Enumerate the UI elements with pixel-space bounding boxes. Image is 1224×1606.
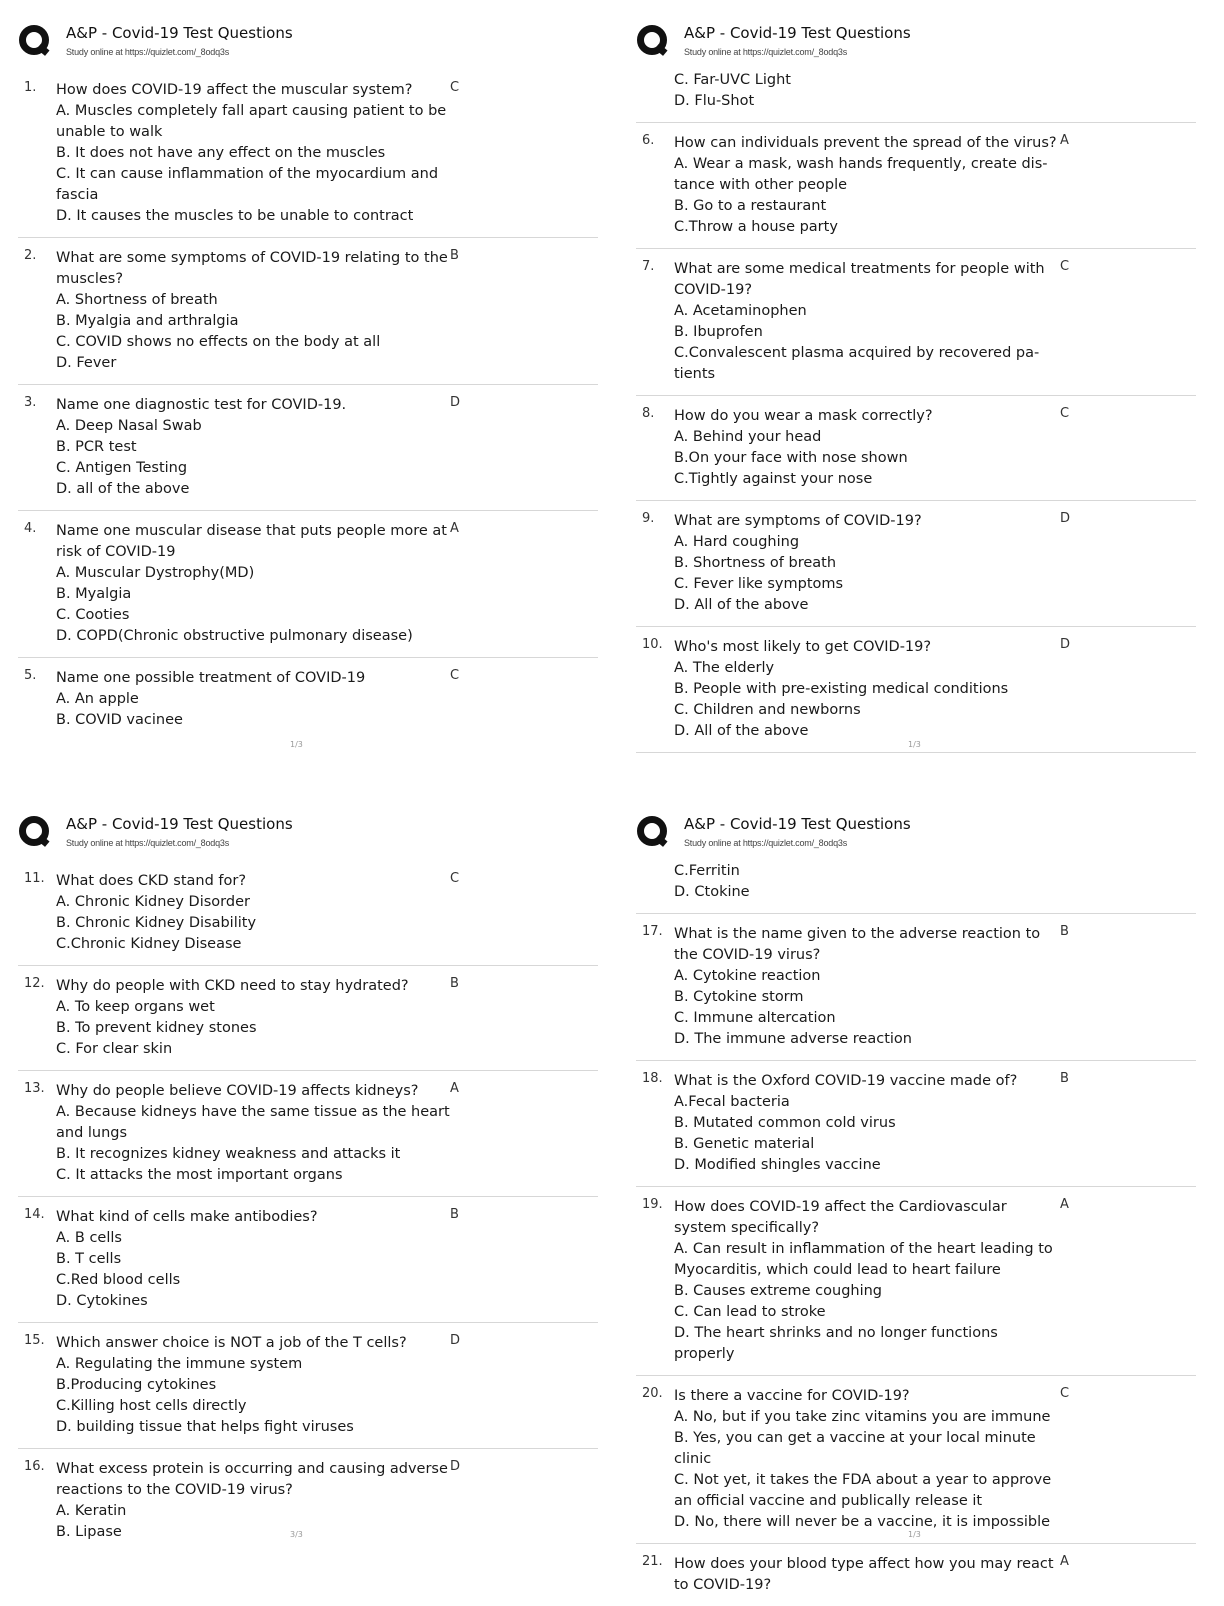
- page-3: [18, 811, 598, 1553]
- answer-option: C.Convalescent plasma acquired by recovered pa-tients: [674, 345, 1040, 382]
- answer-option: D. building tissue that helps fight viruses: [56, 1419, 354, 1435]
- answer-option: C. COVID shows no effects on the body at all: [56, 334, 381, 350]
- question-number: 13.: [24, 1081, 45, 1096]
- answer-option: A. An apple: [56, 691, 139, 707]
- answer-option: B. Shortness of breath: [674, 555, 837, 571]
- answer-option: B. Chronic Kidney Disability: [56, 915, 257, 931]
- answer-option: C. Cooties: [56, 607, 130, 623]
- question-text: What kind of cells make antibodies?: [56, 1209, 318, 1225]
- page-header: [18, 20, 598, 70]
- answer-key: C: [450, 80, 460, 95]
- answer-key: A: [1060, 1554, 1069, 1569]
- answer-option: D. It causes the muscles to be unable to contract: [56, 208, 414, 224]
- answer-option: D. No, there will never be a vaccine, it is impossible: [674, 1514, 1051, 1530]
- answer-option: D. all of the above: [56, 481, 190, 497]
- question-item: [18, 70, 598, 238]
- question-number: 18.: [642, 1071, 663, 1086]
- answer-option: A.Fecal bacteria: [674, 1094, 790, 1110]
- answer-option: D. Fever: [56, 355, 117, 371]
- answer-option: D. All of the above: [674, 723, 809, 739]
- answer-key: C: [1060, 1386, 1070, 1401]
- answer-option: C. It can cause inflammation of the myocardium and fascia: [56, 166, 439, 203]
- question-number: 12.: [24, 976, 45, 991]
- question-number: 6.: [642, 133, 655, 148]
- answer-option: A. To keep organs wet: [56, 999, 215, 1015]
- page-4-footer: 1/3: [908, 1530, 921, 1539]
- answer-option: A. Because kidneys have the same tissue as the heart and lungs: [56, 1104, 450, 1141]
- answer-option: B. Causes extreme coughing: [674, 1283, 883, 1299]
- answer-key: C: [1060, 406, 1070, 421]
- question-text: Why do people believe COVID-19 affects kidneys?: [56, 1083, 419, 1099]
- question-item: [18, 511, 598, 658]
- answer-option: B.Producing cytokines: [56, 1377, 217, 1393]
- question-text: What excess protein is occurring and causing adverse reactions to the COVID-19 virus?: [56, 1461, 448, 1498]
- answer-option: B. People with pre-existing medical conditions: [674, 681, 1009, 697]
- answer-option: A. Hard coughing: [674, 534, 800, 550]
- question-number: 1.: [24, 80, 37, 95]
- document-title: A&P - Covid-19 Test Questions: [66, 24, 293, 42]
- question-number: 16.: [24, 1459, 45, 1474]
- quizlet-logo-icon: [636, 24, 670, 58]
- question-text: How does your blood type affect how you may react to COVID-19?: [674, 1556, 1054, 1593]
- question-text: Name one diagnostic test for COVID-19.: [56, 397, 347, 413]
- question-number: 11.: [24, 871, 45, 886]
- question-number: 3.: [24, 395, 37, 410]
- answer-option: B. T cells: [56, 1251, 122, 1267]
- answer-option: B. To prevent kidney stones: [56, 1020, 257, 1036]
- answer-key: B: [450, 1207, 459, 1222]
- answer-option: D. Flu-Shot: [674, 93, 755, 109]
- answer-option: A. Chronic Kidney Disorder: [56, 894, 250, 910]
- answer-option: A. B cells: [56, 1230, 122, 1246]
- page-4: [636, 811, 1196, 1606]
- answer-option: C. For clear skin: [56, 1041, 173, 1057]
- answer-option: C.Chronic Kidney Disease: [56, 936, 242, 952]
- answer-option: C. Not yet, it takes the FDA about a year to approve an official vaccine and publically release it: [674, 1472, 1052, 1509]
- question-text: Is there a vaccine for COVID-19?: [674, 1388, 910, 1404]
- answer-option: C. Fever like symptoms: [674, 576, 844, 592]
- question-text: How does COVID-19 affect the muscular system?: [56, 82, 413, 98]
- answer-option: A. The elderly: [674, 660, 775, 676]
- page-header: [636, 20, 1196, 70]
- answer-option: D. Ctokine: [674, 884, 750, 900]
- answer-option: B.On your face with nose shown: [674, 450, 908, 466]
- answer-option: B. COVID vacinee: [56, 712, 183, 728]
- answer-key: A: [1060, 133, 1069, 148]
- question-text: What are some symptoms of COVID-19 relating to the muscles?: [56, 250, 448, 287]
- answer-option: D. The immune adverse reaction: [674, 1031, 912, 1047]
- answer-option: B. It recognizes kidney weakness and attacks it: [56, 1146, 401, 1162]
- question-item: [18, 385, 598, 511]
- answer-option: A. Behind your head: [674, 429, 822, 445]
- answer-option: A. Deep Nasal Swab: [56, 418, 202, 434]
- question-item: [636, 627, 1196, 753]
- answer-option: B. Yes, you can get a vaccine at your local minute clinic: [674, 1430, 1036, 1467]
- question-item: [636, 396, 1196, 501]
- question-text: Name one possible treatment of COVID-19: [56, 670, 366, 686]
- answer-key: B: [450, 976, 459, 991]
- quizlet-logo-icon: [636, 815, 670, 849]
- question-number: 5.: [24, 668, 37, 683]
- question-item: [18, 1449, 598, 1553]
- page-2: [636, 20, 1196, 753]
- answer-option: C. Can lead to stroke: [674, 1304, 826, 1320]
- answer-key: A: [1060, 1197, 1069, 1212]
- answer-option: B. Myalgia and arthralgia: [56, 313, 239, 329]
- answer-key: D: [450, 1333, 461, 1348]
- answer-option: C. Children and newborns: [674, 702, 861, 718]
- question-text: How can individuals prevent the spread of the virus?: [674, 135, 1057, 151]
- question-text: What are symptoms of COVID-19?: [674, 513, 922, 529]
- question-item: [636, 1376, 1196, 1544]
- answer-key: A: [450, 1081, 459, 1096]
- page-2-footer: 1/3: [908, 740, 921, 749]
- question-number: 14.: [24, 1207, 45, 1222]
- answer-option: A. No, but if you take zinc vitamins you are immune: [674, 1409, 1051, 1425]
- answer-key: C: [450, 871, 460, 886]
- answer-option: D. Cytokines: [56, 1293, 148, 1309]
- question-number: 8.: [642, 406, 655, 421]
- answer-option: A. Can result in inflammation of the heart leading to Myocarditis, which could lead to heart failure: [674, 1241, 1053, 1278]
- question-item: [636, 1544, 1196, 1606]
- answer-option: C. Antigen Testing: [56, 460, 188, 476]
- question-item: [636, 1061, 1196, 1187]
- answer-key: C: [1060, 259, 1070, 274]
- answer-key: B: [450, 248, 459, 263]
- question-number: 2.: [24, 248, 37, 263]
- answer-option: C.Throw a house party: [674, 219, 838, 235]
- question-text: How does COVID-19 affect the Cardiovascular system specifically?: [674, 1199, 1007, 1236]
- question-text: How do you wear a mask correctly?: [674, 408, 933, 424]
- question-number: 15.: [24, 1333, 45, 1348]
- answer-option: B. Lipase: [56, 1524, 122, 1540]
- answer-option: C.Red blood cells: [56, 1272, 181, 1288]
- question-text: What are some medical treatments for people with COVID-19?: [674, 261, 1045, 298]
- answer-option: A. Wear a mask, wash hands frequently, create dis-tance with other people: [674, 156, 1048, 193]
- question-number: 20.: [642, 1386, 663, 1401]
- study-online-link[interactable]: Study online at https://quizlet.com/_8odq3s: [66, 47, 230, 57]
- question-text: Who's most likely to get COVID-19?: [674, 639, 932, 655]
- question-number: 21.: [642, 1554, 663, 1569]
- question-number: 19.: [642, 1197, 663, 1212]
- document-title: A&P - Covid-19 Test Questions: [684, 24, 911, 42]
- question-item: [636, 914, 1196, 1061]
- answer-option: B. Mutated common cold virus: [674, 1115, 896, 1131]
- answer-key: D: [450, 395, 461, 410]
- answer-option: B. Go to a restaurant: [674, 198, 827, 214]
- answer-option: A. Keratin: [56, 1503, 127, 1519]
- answer-option: B. It does not have any effect on the muscles: [56, 145, 386, 161]
- question-text: Name one muscular disease that puts people more at risk of COVID-19: [56, 523, 447, 560]
- question-number: 7.: [642, 259, 655, 274]
- quizlet-logo-icon: [18, 815, 52, 849]
- answer-option: A. Muscular Dystrophy(MD): [56, 565, 255, 581]
- question-item: [636, 249, 1196, 396]
- continued-options: [636, 70, 1196, 123]
- answer-option: C.Tightly against your nose: [674, 471, 873, 487]
- answer-option: C. Far-UVC Light: [674, 72, 791, 88]
- answer-option: C. It attacks the most important organs: [56, 1167, 343, 1183]
- answer-key: B: [1060, 1071, 1069, 1086]
- answer-key: D: [1060, 511, 1071, 526]
- continued-options: [636, 861, 1196, 914]
- question-item: [18, 1071, 598, 1197]
- answer-key: D: [1060, 637, 1071, 652]
- answer-option: A. Acetaminophen: [674, 303, 807, 319]
- page-1: [18, 20, 598, 741]
- answer-option: A. Cytokine reaction: [674, 968, 821, 984]
- question-item: [18, 1323, 598, 1449]
- answer-option: D. Modified shingles vaccine: [674, 1157, 881, 1173]
- quizlet-logo-icon: [18, 24, 52, 58]
- answer-option: B. PCR test: [56, 439, 137, 455]
- question-number: 4.: [24, 521, 37, 536]
- answer-key: C: [450, 668, 460, 683]
- study-online-link[interactable]: Study online at https://quizlet.com/_8odq3s: [684, 838, 848, 848]
- answer-key: B: [1060, 924, 1069, 939]
- page-1-footer: 1/3: [290, 740, 303, 749]
- question-item: [18, 861, 598, 966]
- page-header: [636, 811, 1196, 861]
- question-text: Why do people with CKD need to stay hydrated?: [56, 978, 409, 994]
- question-text: Which answer choice is NOT a job of the T cells?: [56, 1335, 407, 1351]
- question-item: [18, 966, 598, 1071]
- answer-option: D. All of the above: [674, 597, 809, 613]
- answer-key: A: [450, 521, 459, 536]
- document-title: A&P - Covid-19 Test Questions: [66, 815, 293, 833]
- document-title: A&P - Covid-19 Test Questions: [684, 815, 911, 833]
- question-item: [636, 1187, 1196, 1376]
- answer-option: C. Immune altercation: [674, 1010, 836, 1026]
- question-number: 9.: [642, 511, 655, 526]
- question-item: [18, 658, 598, 741]
- question-text: What is the name given to the adverse reaction to the COVID-19 virus?: [674, 926, 1041, 963]
- page-3-footer: 3/3: [290, 1530, 303, 1539]
- question-item: [636, 501, 1196, 627]
- answer-option: C.Killing host cells directly: [56, 1398, 247, 1414]
- answer-option: A. Muscles completely fall apart causing patient to be unable to walk: [56, 103, 447, 140]
- question-text: What does CKD stand for?: [56, 873, 247, 889]
- answer-option: A. Regulating the immune system: [56, 1356, 303, 1372]
- answer-key: D: [450, 1459, 461, 1474]
- answer-option: B. Myalgia: [56, 586, 132, 602]
- study-online-link[interactable]: Study online at https://quizlet.com/_8odq3s: [66, 838, 230, 848]
- answer-option: A. Shortness of breath: [56, 292, 218, 308]
- answer-option: B. Ibuprofen: [674, 324, 763, 340]
- answer-option: B. Cytokine storm: [674, 989, 804, 1005]
- question-item: [18, 238, 598, 385]
- question-text: What is the Oxford COVID-19 vaccine made of?: [674, 1073, 1018, 1089]
- question-number: 10.: [642, 637, 663, 652]
- answer-option: C.Ferritin: [674, 863, 740, 879]
- answer-option: D. COPD(Chronic obstructive pulmonary disease): [56, 628, 413, 644]
- question-number: 17.: [642, 924, 663, 939]
- question-item: [18, 1197, 598, 1323]
- answer-option: B. Genetic material: [674, 1136, 815, 1152]
- question-item: [636, 123, 1196, 249]
- answer-option: D. The heart shrinks and no longer functions properly: [674, 1325, 998, 1362]
- study-online-link[interactable]: Study online at https://quizlet.com/_8odq3s: [684, 47, 848, 57]
- page-header: [18, 811, 598, 861]
